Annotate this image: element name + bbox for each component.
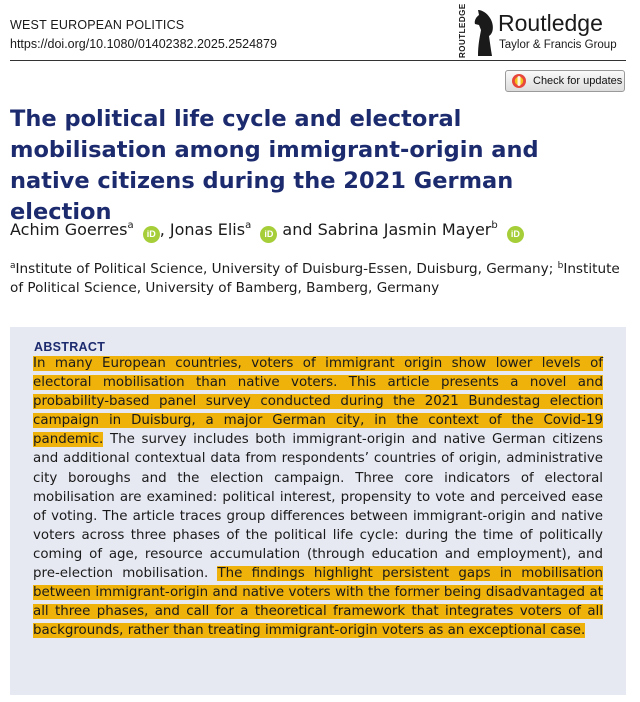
publisher-name: Routledge — [498, 10, 603, 36]
abstract-heading: ABSTRACT — [34, 340, 106, 354]
author-name: Achim Goerres — [10, 220, 128, 239]
author-affiliation-mark: a — [127, 220, 134, 231]
affiliation-mark-b: b — [557, 261, 564, 271]
orcid-icon[interactable]: iD — [143, 226, 160, 243]
affiliation-b: Institute of Political Science, University of Bamberg, Bamberg, Germany — [10, 261, 620, 296]
journal-name: WEST EUROPEAN POLITICS — [10, 18, 185, 32]
chess-knight-icon — [472, 6, 496, 58]
abstract-text — [33, 354, 603, 640]
article-title: The political life cycle and electoral mobilisation among immigrant-origin and native citizens during the 2021 German election — [10, 106, 539, 225]
abstract-box — [10, 327, 626, 695]
author-list — [10, 220, 524, 243]
check-for-updates-button[interactable] — [505, 70, 625, 92]
publisher-vertical-text: ROUTLEDGE — [458, 3, 467, 58]
orcid-icon[interactable]: iD — [260, 226, 277, 243]
affiliations — [10, 257, 626, 298]
abstract-body: The survey includes both immigrant-origin and native German citizens and additional contextual data from respondents’ countries of origin, administrative city boroughs and the election campaign. Three core indicators of electoral mobilisation are examined: political interest, propensity to vote and perceived ease of voting. The article traces group differences between immigrant-origin and native voters across three phases of the political life cycle: during the time of politically coming of age, resource accumulation (through education and employment), and pre-election mobilisation. — [33, 432, 603, 582]
abstract-highlight: In many European countries, voters of immigrant origin show lower levels of electoral mobilisation than native voters. This article presents a novel and probability-based panel survey conducted during the 2021 Bundestag election campaign in Duisburg, a major German city, in the context of the Covid-19 pandemic. — [33, 356, 603, 448]
orcid-icon[interactable]: iD — [507, 226, 524, 243]
author-separator: and — [277, 220, 318, 239]
author-affiliation-mark: a — [245, 220, 252, 231]
publisher-subtitle: Taylor & Francis Group — [499, 39, 617, 51]
author-name: Sabrina Jasmin Mayer — [317, 220, 492, 239]
check-updates-label: Check for updates — [533, 75, 623, 87]
doi-link[interactable]: https://doi.org/10.1080/01402382.2025.2524879 — [10, 37, 277, 51]
affiliation-a: Institute of Political Science, University of Duisburg-Essen, Duisburg, Germany; — [15, 261, 558, 277]
author-name: Jonas Elis — [169, 220, 246, 239]
author-separator: , — [159, 220, 170, 239]
header-divider — [10, 60, 626, 61]
affiliation-mark-a: a — [10, 261, 16, 271]
publisher-logo — [456, 3, 636, 58]
author-affiliation-mark: b — [491, 220, 498, 231]
abstract-highlight: The findings highlight persistent gaps in mobilisation between immigrant-origin and native voters with the former being disadvantaged at all three phases, and call for a theoretical framework that integrates voters of all backgrounds, rather than treating immigrant-origin voters as an exceptional case. — [33, 566, 603, 639]
check-updates-icon — [511, 73, 527, 89]
